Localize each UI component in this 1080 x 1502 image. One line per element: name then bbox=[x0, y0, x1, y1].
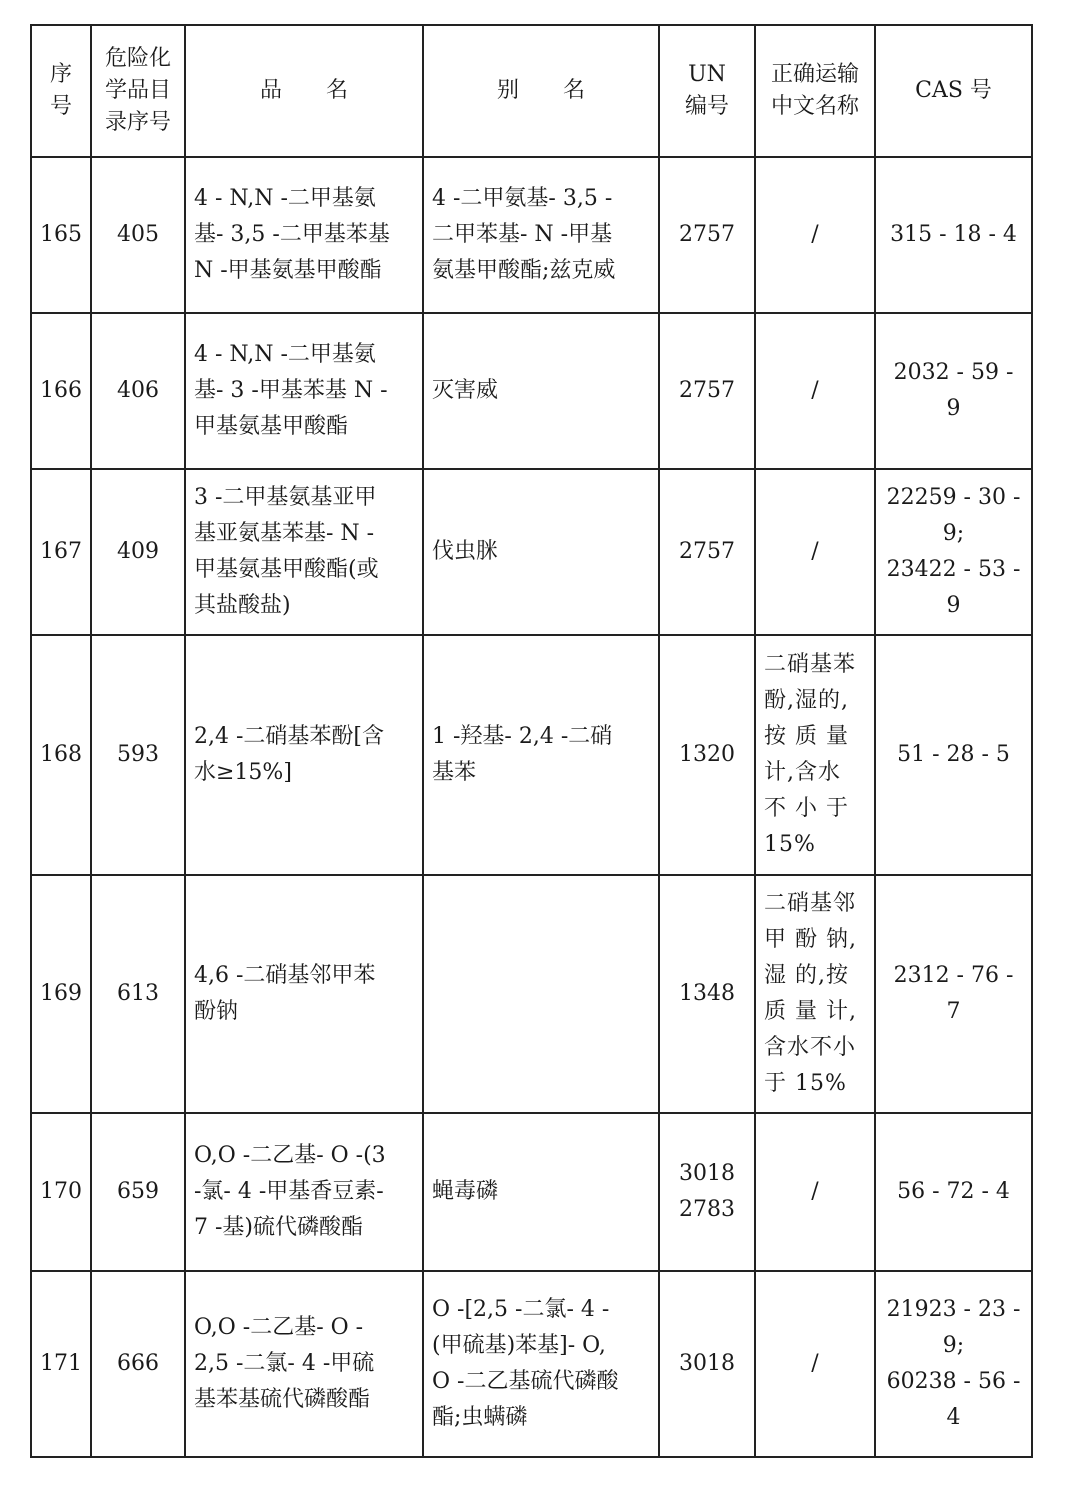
cell-product-name: 4 - N,N -二甲基氨 基- 3 -甲基苯基 N - 甲基氨基甲酸酯 bbox=[185, 313, 423, 469]
cell-seq: 165 bbox=[31, 157, 91, 313]
header-un-number: UN 编号 bbox=[659, 25, 755, 157]
header-alias: 别 名 bbox=[423, 25, 659, 157]
cell-catalog-number: 405 bbox=[91, 157, 185, 313]
document-page bbox=[30, 24, 1031, 1458]
cell-transport-name: / bbox=[755, 1113, 875, 1271]
cell-seq: 171 bbox=[31, 1271, 91, 1457]
cell-product-name: 2,4 -二硝基苯酚[含 水≥15%] bbox=[185, 635, 423, 875]
cell-alias bbox=[423, 875, 659, 1113]
cell-un-number: 1320 bbox=[659, 635, 755, 875]
cell-catalog-number: 666 bbox=[91, 1271, 185, 1457]
cell-alias: O -[2,5 -二氯- 4 - (甲硫基)苯基]- O, O -二乙基硫代磷酸 酯;虫螨磷 bbox=[423, 1271, 659, 1457]
cell-cas-number: 51 - 28 - 5 bbox=[875, 635, 1032, 875]
cell-transport-name: 二硝基邻 甲 酚 钠, 湿 的,按 质 量 计, 含水不小 于 15% bbox=[755, 875, 875, 1113]
hazardous-chemicals-table bbox=[30, 24, 1033, 1458]
cell-product-name: O,O -二乙基- O - 2,5 -二氯- 4 -甲硫 基苯基硫代磷酸酯 bbox=[185, 1271, 423, 1457]
cell-alias: 伐虫脒 bbox=[423, 469, 659, 635]
table-row bbox=[31, 1271, 1032, 1457]
cell-seq: 167 bbox=[31, 469, 91, 635]
cell-un-number: 3018 bbox=[659, 1271, 755, 1457]
cell-cas-number: 21923 - 23 - 9; 60238 - 56 - 4 bbox=[875, 1271, 1032, 1457]
header-transport-name: 正确运输 中文名称 bbox=[755, 25, 875, 157]
cell-seq: 169 bbox=[31, 875, 91, 1113]
table-row bbox=[31, 157, 1032, 313]
cell-product-name: 4,6 -二硝基邻甲苯 酚钠 bbox=[185, 875, 423, 1113]
header-cas-number: CAS 号 bbox=[875, 25, 1032, 157]
table-row bbox=[31, 875, 1032, 1113]
cell-alias: 灭害威 bbox=[423, 313, 659, 469]
table-row bbox=[31, 1113, 1032, 1271]
cell-cas-number: 22259 - 30 - 9; 23422 - 53 - 9 bbox=[875, 469, 1032, 635]
cell-catalog-number: 406 bbox=[91, 313, 185, 469]
cell-transport-name: / bbox=[755, 1271, 875, 1457]
cell-catalog-number: 409 bbox=[91, 469, 185, 635]
header-catalog-number: 危险化 学品目 录序号 bbox=[91, 25, 185, 157]
cell-cas-number: 2312 - 76 - 7 bbox=[875, 875, 1032, 1113]
cell-un-number: 2757 bbox=[659, 313, 755, 469]
cell-un-number: 2757 bbox=[659, 157, 755, 313]
cell-product-name: 4 - N,N -二甲基氨 基- 3,5 -二甲基苯基 N -甲基氨基甲酸酯 bbox=[185, 157, 423, 313]
cell-cas-number: 315 - 18 - 4 bbox=[875, 157, 1032, 313]
header-seq: 序号 bbox=[31, 25, 91, 157]
table-row bbox=[31, 635, 1032, 875]
cell-catalog-number: 659 bbox=[91, 1113, 185, 1271]
cell-transport-name: / bbox=[755, 157, 875, 313]
cell-un-number: 3018 2783 bbox=[659, 1113, 755, 1271]
cell-alias: 1 -羟基- 2,4 -二硝 基苯 bbox=[423, 635, 659, 875]
header-product-name: 品 名 bbox=[185, 25, 423, 157]
cell-transport-name: 二硝基苯 酚,湿的, 按 质 量 计,含水 不 小 于 15% bbox=[755, 635, 875, 875]
cell-seq: 168 bbox=[31, 635, 91, 875]
cell-un-number: 1348 bbox=[659, 875, 755, 1113]
cell-seq: 166 bbox=[31, 313, 91, 469]
cell-transport-name: / bbox=[755, 313, 875, 469]
cell-un-number: 2757 bbox=[659, 469, 755, 635]
table-row bbox=[31, 469, 1032, 635]
cell-seq: 170 bbox=[31, 1113, 91, 1271]
cell-product-name: O,O -二乙基- O -(3 -氯- 4 -甲基香豆素- 7 -基)硫代磷酸酯 bbox=[185, 1113, 423, 1271]
cell-catalog-number: 613 bbox=[91, 875, 185, 1113]
cell-alias: 4 -二甲氨基- 3,5 - 二甲苯基- N -甲基 氨基甲酸酯;兹克威 bbox=[423, 157, 659, 313]
cell-transport-name: / bbox=[755, 469, 875, 635]
cell-catalog-number: 593 bbox=[91, 635, 185, 875]
cell-cas-number: 56 - 72 - 4 bbox=[875, 1113, 1032, 1271]
cell-product-name: 3 -二甲基氨基亚甲 基亚氨基苯基- N - 甲基氨基甲酸酯(或 其盐酸盐) bbox=[185, 469, 423, 635]
cell-alias: 蝇毒磷 bbox=[423, 1113, 659, 1271]
table-header-row bbox=[31, 25, 1032, 157]
cell-cas-number: 2032 - 59 - 9 bbox=[875, 313, 1032, 469]
table-row bbox=[31, 313, 1032, 469]
